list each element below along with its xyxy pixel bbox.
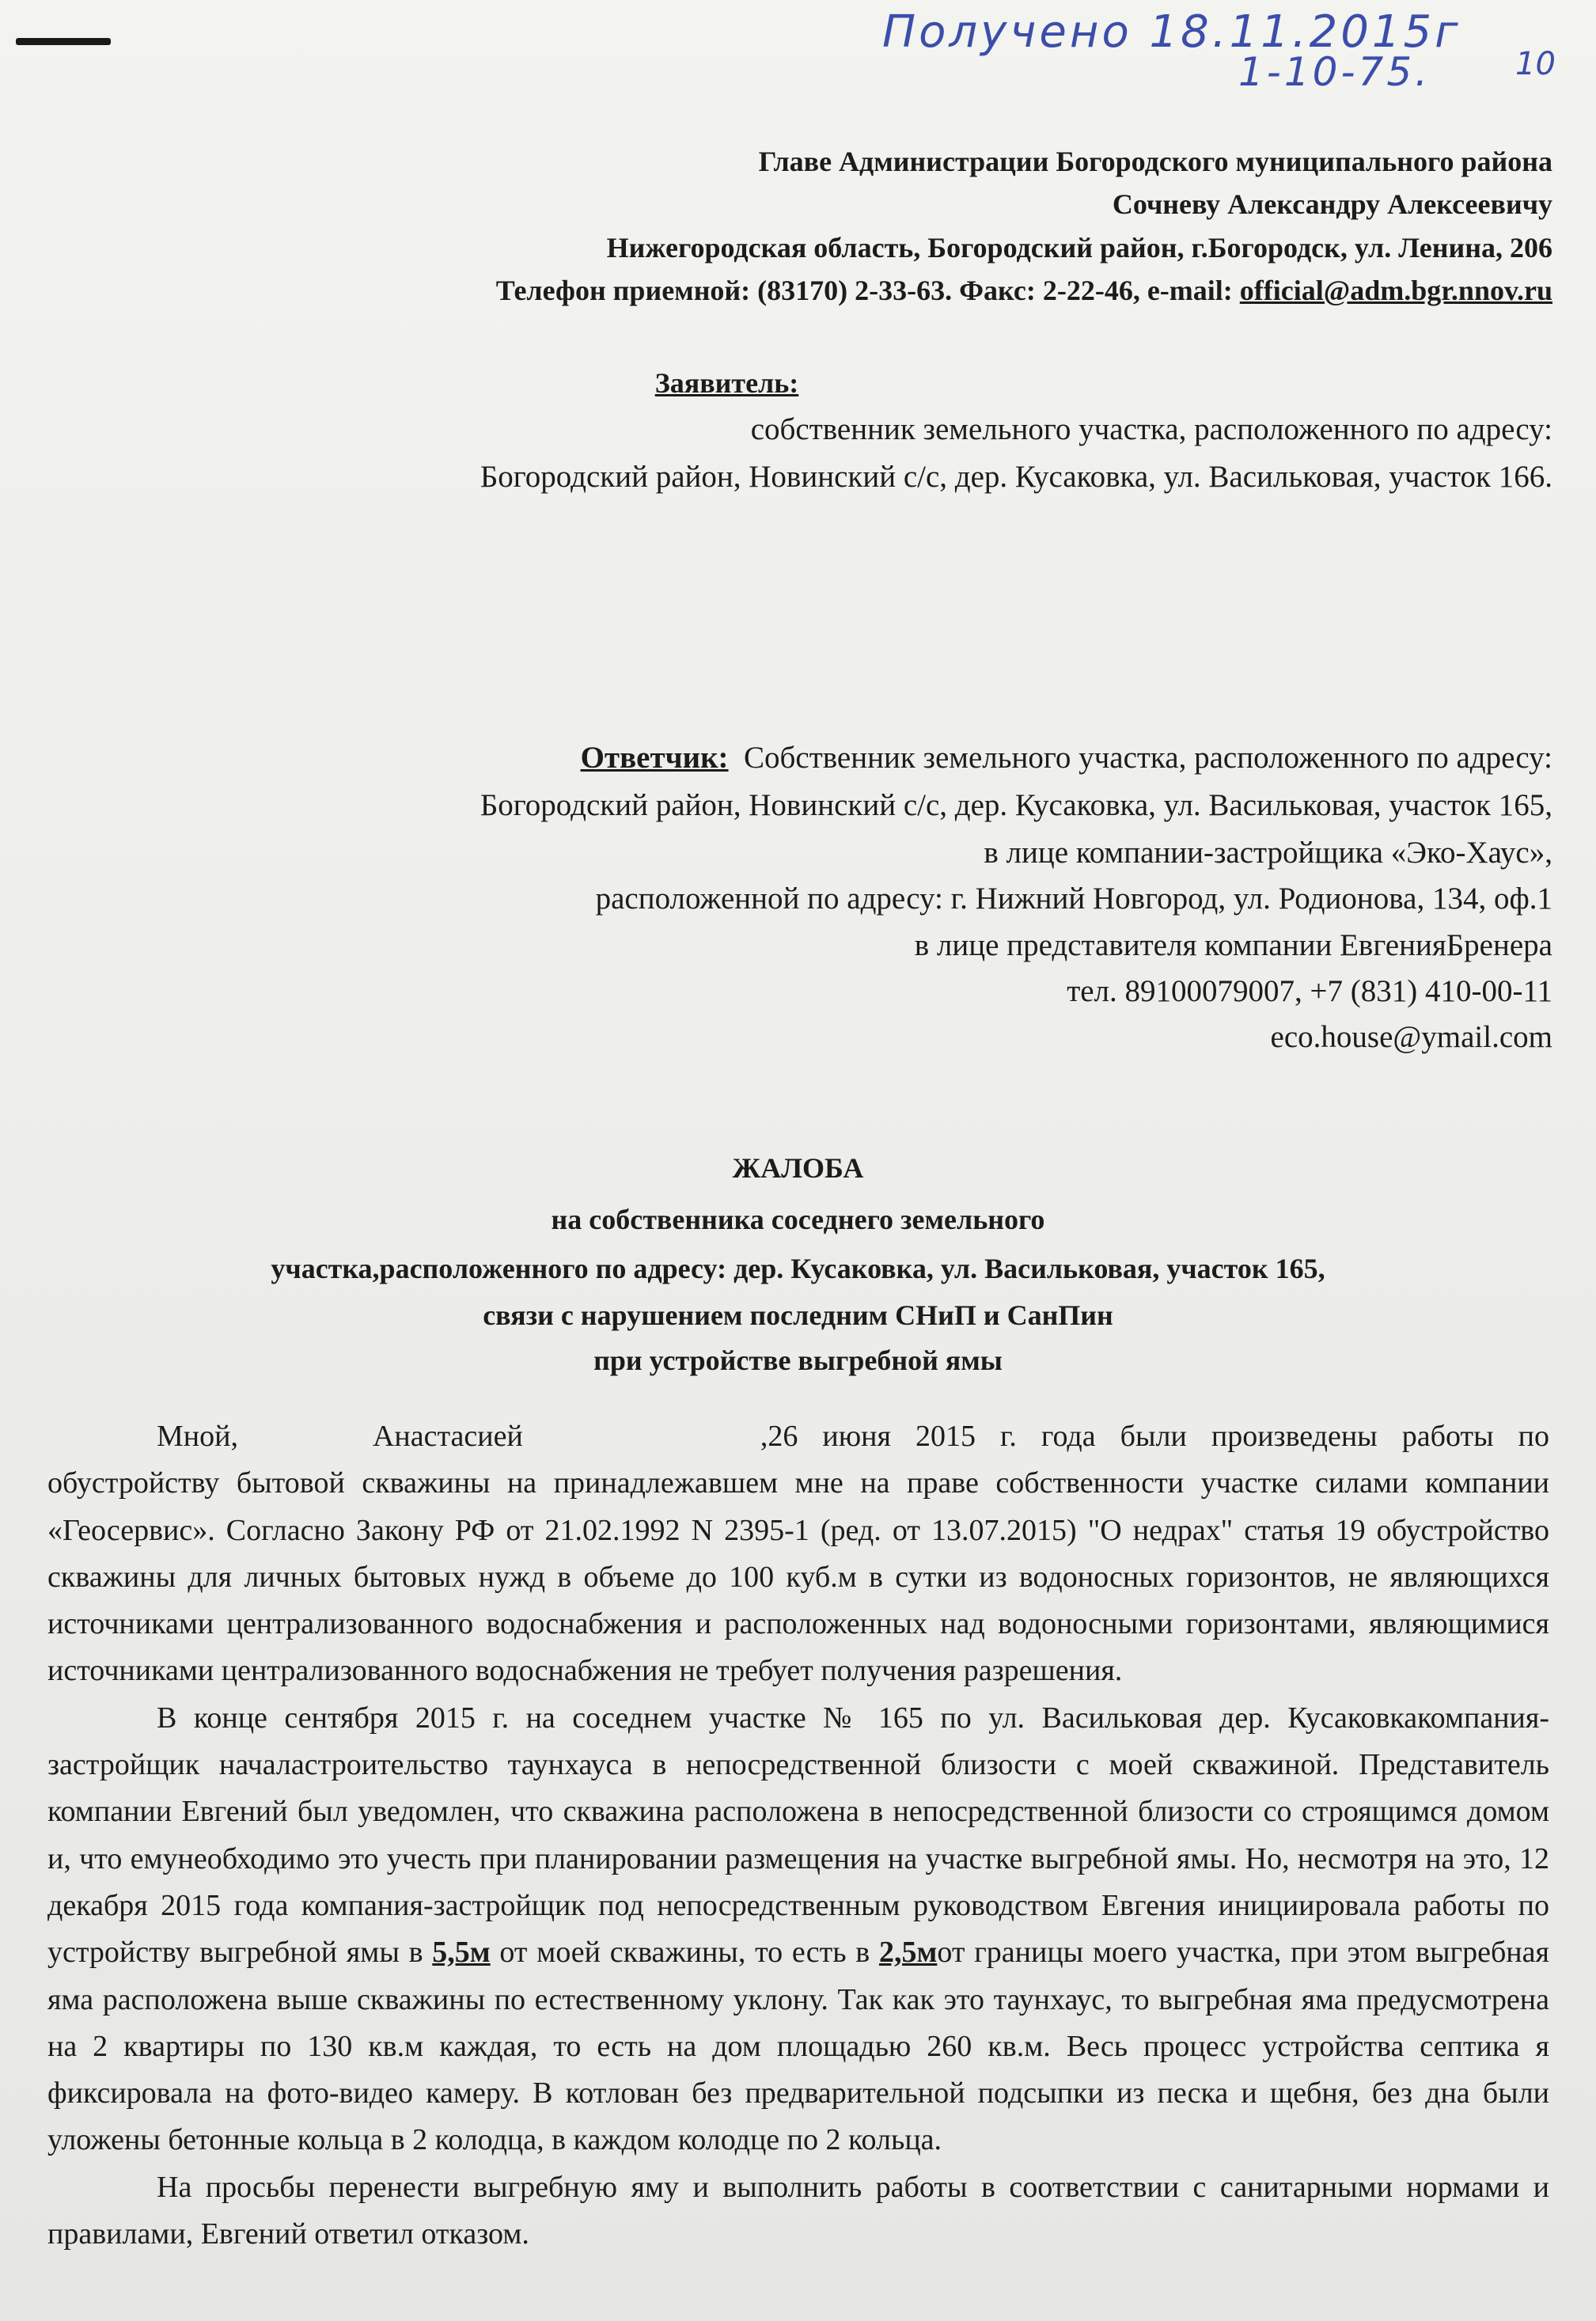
respondent-owner: Собственник земельного участка, расположенного по адресу: xyxy=(744,741,1552,775)
applicant-line-1: собственник земельного участка, расположенного по адресу: xyxy=(750,412,1552,446)
paragraph-1-start: Мной, xyxy=(157,1420,238,1453)
addressee-address: Нижегородская область, Богородский район, г.Богородск, ул. Ленина, 206 xyxy=(606,232,1552,264)
applicant-first-name: Анастасией xyxy=(372,1420,523,1453)
complaint-title: ЖАЛОБА xyxy=(732,1152,864,1184)
complaint-body xyxy=(47,1413,1549,2258)
paragraph-1 xyxy=(47,1413,1549,1695)
respondent-line-6: тел. 89100079007, +7 (831) 410-00-11 xyxy=(1067,974,1552,1008)
paragraph-1-text: ,26 июня 2015 г. года были произведены работы по обустройству бытовой скважины на принадлежавшем мне на праве собственности участке силами компании «Геосервис». Согласно Закону РФ от 21.02.1992 N 2395-1 (ред. от 13.07.2015) "О недрах" статья 19 обустройство скважины для личных бытовых нужд в объеме до 100 куб.м в сутки из водоносных горизонтов, не являющихся источниками централизованного водоснабжения и расположенных над водоносными горизонтами, являющимися источниками централизованного водоснабжения не требует получения разрешения. xyxy=(47,1420,1549,1688)
handwritten-time: 10 xyxy=(1515,46,1556,82)
addressee-title: Главе Администрации Богородского муниципального района xyxy=(758,146,1552,177)
respondent-line-4: расположенной по адресу: г. Нижний Новгород, ул. Родионова, 134, оф.1 xyxy=(595,882,1552,916)
respondent-line-5: в лице представителя компании ЕвгенияБренера xyxy=(914,928,1552,962)
respondent-line-1 xyxy=(581,740,1552,776)
complaint-subtitle-2: участка,расположенного по адресу: дер. Кусаковка, ул. Васильковая, участок 165, xyxy=(271,1253,1325,1284)
distance-to-well: 5,5м xyxy=(432,1936,491,1970)
applicant-label: Заявитель: xyxy=(654,367,799,399)
addressee-name: Сочневу Александру Алексеевичу xyxy=(1112,188,1552,220)
paragraph-2 xyxy=(47,1695,1549,2164)
scan-mark xyxy=(16,38,111,45)
complaint-subtitle-4: при устройстве выгребной ямы xyxy=(593,1344,1003,1376)
paragraph-3: На просьбы перенести выгребную яму и выполнить работы в соответствии с санитарными нормами и правилами, Евгений ответил отказом. xyxy=(47,2170,1549,2251)
applicant-line-2: Богородский район, Новинский с/с, дер. Кусаковка, ул. Васильковая, участок 166. xyxy=(480,460,1552,494)
handwritten-received-note: Получено 18.11.2015г xyxy=(882,6,1461,58)
addressee-phone: Телефон приемной: (83170) 2-33-63. Факс: 2-22-46, e-mail: xyxy=(495,275,1240,306)
addressee-email-link[interactable]: official@adm.bgr.nnov.ru xyxy=(1239,275,1552,306)
paragraph-2-text-b: от моей скважины, то есть в xyxy=(490,1936,879,1970)
respondent-email: eco.house@ymail.com xyxy=(1270,1020,1552,1054)
handwritten-registration-number: 1-10-75. xyxy=(1238,49,1431,95)
paragraph-2-text-a: В конце сентября 2015 г. на соседнем участке № 165 по ул. Васильковая дер. Кусаковкакомпания-застройщик началастроительство таунхауса в непосредственной близости с моей скважиной. Представитель компании Евгений был уведомлен, что скважина расположена в непосредственной близости со строящимся домом и, что емунеобходимо это учесть при планировании размещения на участке выгребной ямы. Но, несмотря на это, 12 декабря 2015 года компания-застройщик под непосредственным руководством Евгения инициировала работы по устройству выгребной ямы в xyxy=(47,1701,1549,1970)
complaint-subtitle-1: на собственника соседнего земельного xyxy=(551,1204,1045,1235)
respondent-line-3: в лице компании-застройщика «Эко-Хаус», xyxy=(984,836,1552,870)
paragraph-2-text-c: от границы моего участка, при этом выгребная яма расположена выше скважины по естественному уклону. Так как это таунхаус, то выгребная яма предусмотрена на 2 квартиры по 130 кв.м каждая, то есть на дом площадью 260 кв.м. Весь процесс устройства септика я фиксировала на фото-видео камеру. В котлован без предварительной подсыпки из песка и щебня, без дна были уложены бетонные кольца в 2 колодца, в каждом колодце по 2 кольца. xyxy=(47,1936,1549,2157)
respondent-label: Ответчик: xyxy=(580,741,729,775)
distance-to-border: 2,5м xyxy=(878,1936,938,1970)
addressee-contacts xyxy=(496,274,1552,307)
respondent-line-2: Богородский район, Новинский с/с, дер. Кусаковка, ул. Васильковая, участок 165, xyxy=(480,788,1552,822)
complaint-subtitle-3: связи с нарушением последним СНиП и СанПин xyxy=(483,1299,1113,1331)
